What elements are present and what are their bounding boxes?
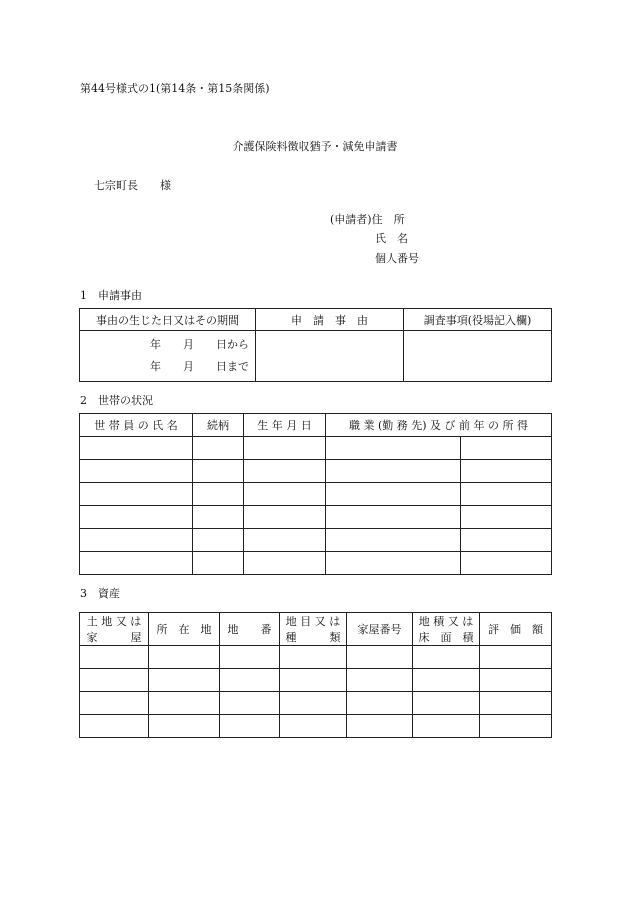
- household-name-header: 世 帯 員 の 氏 名: [80, 414, 193, 437]
- table-row: [80, 552, 552, 575]
- assets-value-header: 評 価 額: [480, 613, 552, 646]
- table-row: [80, 646, 552, 669]
- table-row: [80, 715, 552, 738]
- assets-lot-header: 地 番: [220, 613, 280, 646]
- addressee: 七宗町長 様: [94, 179, 171, 192]
- table-row: [80, 529, 552, 552]
- household-table: [79, 413, 552, 575]
- page-title: 介護保険料徴収猶予・減免申請書: [232, 140, 398, 153]
- assets-area-header: 地 積 又 は 床 面 積: [413, 613, 480, 646]
- period-to: 年 月 日まで: [150, 360, 249, 373]
- section3-heading: 3 資産: [80, 587, 120, 600]
- table-row: [80, 437, 552, 460]
- household-birth-header: 生 年 月 日: [244, 414, 326, 437]
- applicant-mynumber-label: 個人番号: [375, 252, 419, 265]
- table-row: [80, 483, 552, 506]
- period-from: 年 月 日から: [150, 338, 249, 351]
- section2-heading: 2 世帯の状況: [80, 394, 153, 407]
- table-row: [80, 692, 552, 715]
- household-income-header: 職 業 (勤 務 先) 及 び 前 年 の 所 得: [326, 414, 552, 437]
- reason-period-header: 事由の生じた日又はその期間: [80, 309, 256, 331]
- assets-house-no-header: 家屋番号: [347, 613, 413, 646]
- reason-header: 申 請 事 由: [256, 309, 404, 331]
- assets-type-header: 土 地 又 は 家 屋: [80, 613, 149, 646]
- applicant-address-label: (申請者)住 所: [330, 213, 405, 226]
- assets-location-header: 所 在 地: [149, 613, 220, 646]
- reason-table: [79, 308, 552, 382]
- assets-table: [79, 612, 552, 738]
- table-row: [80, 506, 552, 529]
- household-relation-header: 続柄: [193, 414, 244, 437]
- section1-heading: 1 申請事由: [80, 289, 142, 302]
- survey-cell: [404, 331, 552, 382]
- survey-header: 調査事項(役場記入欄): [404, 309, 552, 331]
- applicant-name-label: 氏 名: [375, 232, 408, 245]
- table-row: [80, 669, 552, 692]
- assets-category-header: 地 目 又 は 種 類: [280, 613, 347, 646]
- form-reference: 第44号様式の1(第14条・第15条関係): [80, 82, 270, 95]
- reason-period-cell[interactable]: [80, 331, 256, 382]
- reason-cell[interactable]: [256, 331, 404, 382]
- table-row: [80, 460, 552, 483]
